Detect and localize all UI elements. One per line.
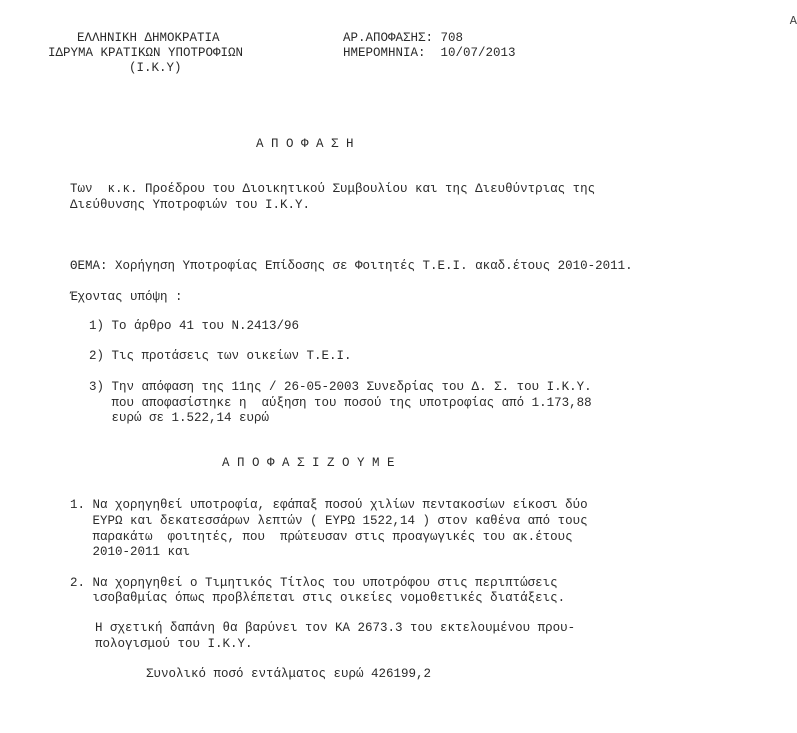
decision-1-line-4: 2010-2011 και [70, 545, 191, 559]
consideration-1: 1) Το άρθρο 41 του Ν.2413/96 [89, 319, 300, 333]
header-republic: ΕΛΛΗΝΙΚΗ ΔΗΜΟΚΡΑΤΙΑ [77, 31, 220, 45]
consideration-3-line-2: που αποφασίστηκε η αύξηση του ποσού της υποτροφίας από 1.173,88 [89, 396, 592, 410]
total-amount: Συνολικό ποσό εντάλματος ευρώ 426199,2 [146, 667, 432, 681]
expense-line-2: πολογισμού του Ι.Κ.Υ. [95, 637, 253, 651]
date-value: 10/07/2013 [440, 46, 516, 60]
consideration-2: 2) Τις προτάσεις των οικείων Τ.Ε.Ι. [89, 349, 352, 363]
corner-mark: Α [789, 14, 797, 28]
consideration-3-line-3: ευρώ σε 1.522,14 ευρώ [89, 411, 270, 425]
decision-2-line-1: 2. Να χορηγηθεί ο Τιμητικός Τίτλος του υποτρόφου στις περιπτώσεις [70, 576, 558, 590]
decision-number-value: 708 [440, 31, 464, 45]
header-abbrev: (Ι.Κ.Υ) [129, 61, 182, 75]
authority-line-1: Των κ.κ. Προέδρου του Διοικητικού Συμβουλίου και της Διευθύντριας της [70, 182, 596, 196]
decision-number-label: ΑΡ.ΑΠΟΦΑΣΗΣ: [343, 31, 434, 45]
date-label: ΗΜΕΡΟΜΗΝΙΑ: [343, 46, 426, 60]
decision-1-line-3: παρακάτω φοιτητές, που πρώτευσαν στις προαγωγικές του ακ.έτους [70, 530, 573, 544]
subject: ΘΕΜΑ: Χορήγηση Υποτροφίας Επίδοσης σε Φοιτητές Τ.Ε.Ι. ακαδ.έτους 2010-2011. [70, 259, 633, 273]
decision-number-row [343, 31, 463, 46]
decide-title: Α Π Ο Φ Α Σ Ι Ζ Ο Υ Μ Ε [222, 456, 395, 470]
expense-line-1: Η σχετική δαπάνη θα βαρύνει τον ΚΑ 2673.3 του εκτελουμένου πρου- [95, 621, 576, 635]
decision-1-line-1: 1. Να χορηγηθεί υποτροφία, εφάπαξ ποσού χιλίων πεντακοσίων είκοσι δύο [70, 498, 588, 512]
considering-heading: Έχοντας υπόψη : [70, 290, 183, 304]
authority-line-2: Διεύθυνσης Υποτροφιών του Ι.Κ.Υ. [70, 198, 311, 212]
date-row [343, 46, 516, 61]
header-foundation: ΙΔΡΥΜΑ ΚΡΑΤΙΚΩΝ ΥΠΟΤΡΟΦΙΩΝ [48, 46, 244, 60]
consideration-3-line-1: 3) Την απόφαση της 11ης / 26-05-2003 Συνεδρίας του Δ. Σ. του Ι.Κ.Υ. [89, 380, 592, 394]
decision-1-line-2: ΕΥΡΩ και δεκατεσσάρων λεπτών ( ΕΥΡΩ 1522,14 ) στον καθένα από τους [70, 514, 588, 528]
document-title: Α Π Ο Φ Α Σ Η [256, 137, 354, 151]
decision-2-line-2: ισοβαθμίας όπως προβλέπεται στις οικείες νομοθετικές διατάξεις. [70, 591, 566, 605]
